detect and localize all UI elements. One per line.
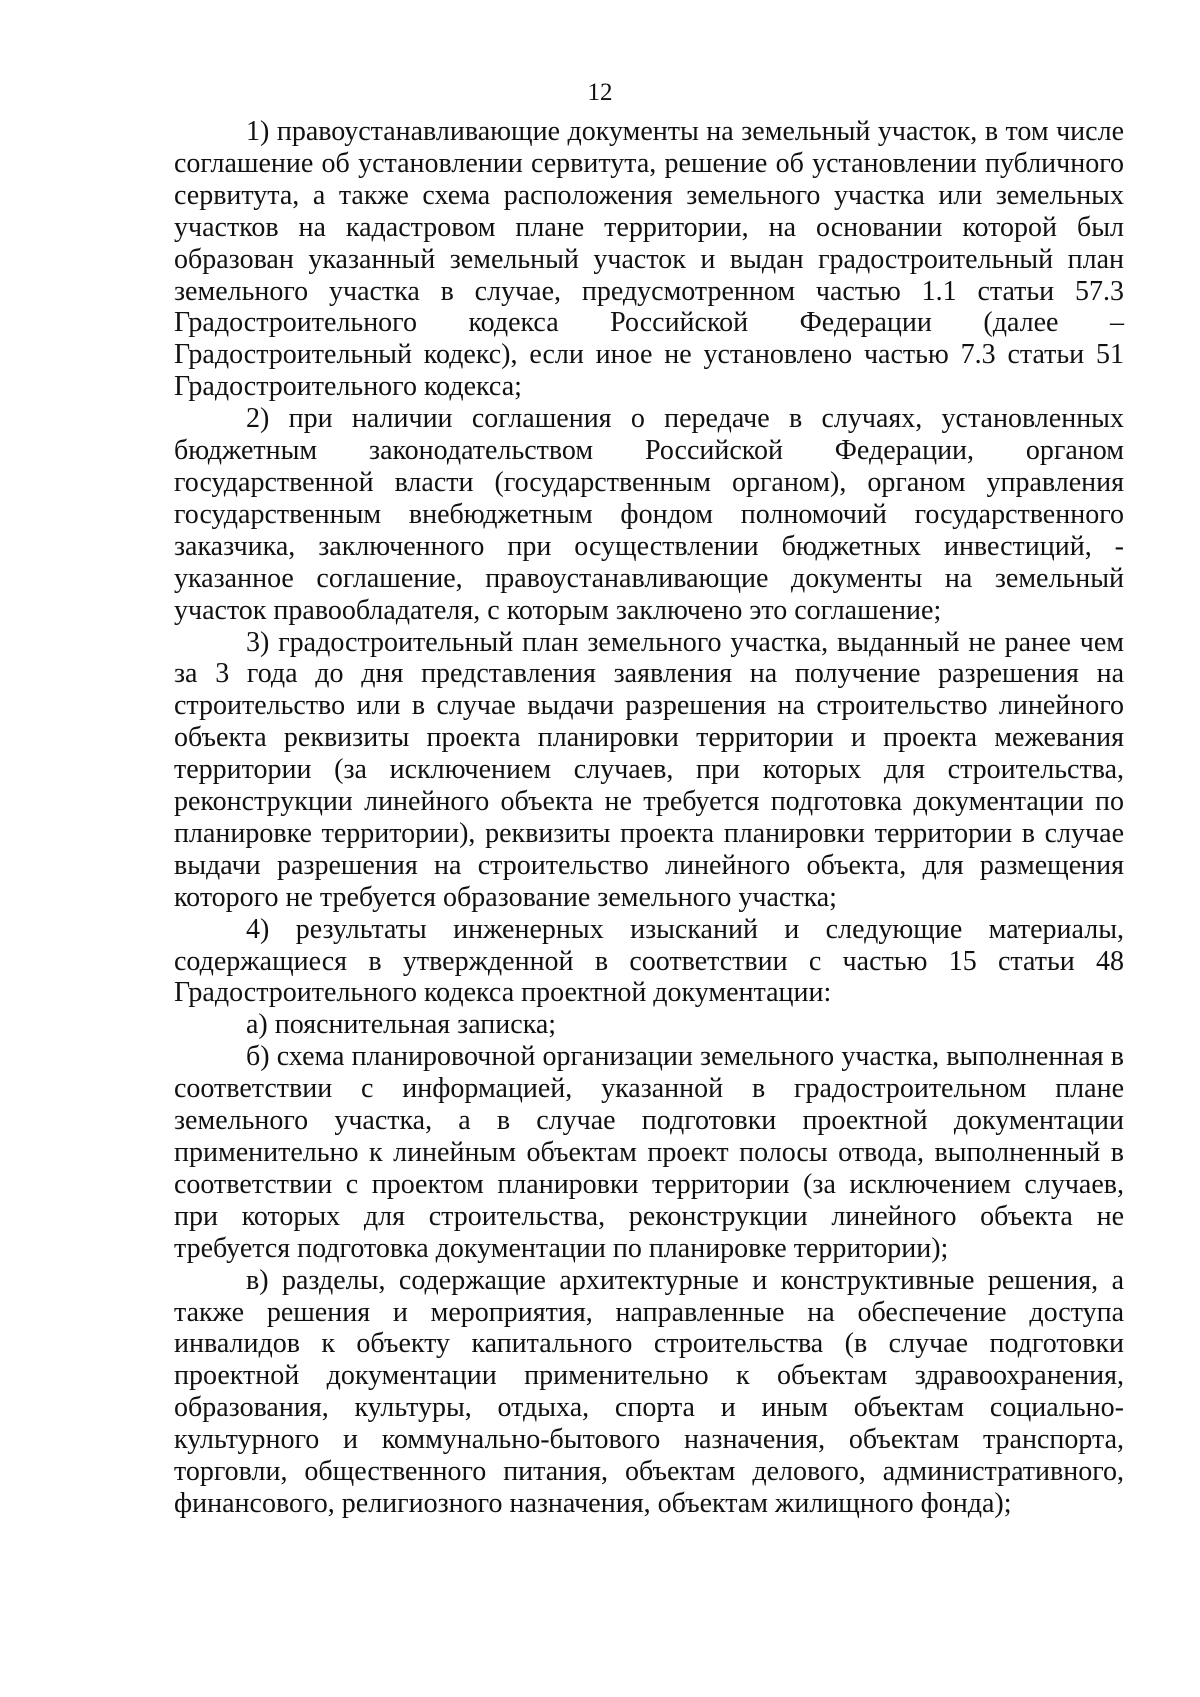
paragraph-item-3: 3) градостроительный план земельного участка, выданный не ранее чем за 3 года до дня представления заявления на получение разрешения на строительство или в случае выдачи разрешения на строительство линейного объекта реквизиты проекта планировки территории и проекта межевания территории (за исключением случаев, при которых для строительства, реконструкции линейного объекта не требуется подготовка документации по планировке территории), реквизиты проекта планировки территории в случае выдачи разрешения на строительство линейного объекта, для размещения которого не требуется образование земельного участка; [174,626,1124,913]
page-number: 12 [587,79,613,106]
document-body [174,116,1124,1520]
paragraph-item-4b: б) схема планировочной организации земельного участка, выполненная в соответствии с информацией, указанной в градостроительном плане земельного участка, а в случае подготовки проектной документации применительно к линейным объектам проект полосы отвода, выполненный в соответствии с проектом планировки территории (за исключением случаев, при которых для строительства, реконструкции линейного объекта не требуется подготовка документации по планировке территории); [174,1041,1124,1264]
paragraph-item-4: 4) результаты инженерных изысканий и следующие материалы, содержащиеся в утвержденной в соответствии с частью 15 статьи 48 Градостроительного кодекса проектной документации: [174,913,1124,1009]
paragraph-item-4c: в) разделы, содержащие архитектурные и конструктивные решения, а также решения и мероприятия, направленные на обеспечение доступа инвалидов к объекту капитального строительства (в случае подготовки проектной документации применительно к объектам здравоохранения, образования, культуры, отдыха, спорта и иным объектам социально-культурного и коммунально-бытового назначения, объектам транспорта, торговли, общественного питания, объектам делового, административного, финансового, религиозного назначения, объектам жилищного фонда); [174,1264,1124,1519]
paragraph-item-1: 1) правоустанавливающие документы на земельный участок, в том числе соглашение об установлении сервитута, решение об установлении публичного сервитута, а также схема расположения земельного участка или земельных участков на кадастровом плане территории, на основании которой был образован указанный земельный участок и выдан градостроительный план земельного участка в случае, предусмотренном частью 1.1 статьи 57.3 Градостроительного кодекса Российской Федерации (далее – Градостроительный кодекс), если иное не установлено частью 7.3 статьи 51 Градостроительного кодекса; [174,116,1124,403]
paragraph-item-4a: а) пояснительная записка; [246,1009,557,1041]
paragraph-item-2: 2) при наличии соглашения о передаче в случаях, установленных бюджетным законодательством Российской Федерации, органом государственной власти (государственным органом), органом управления государственным внебюджетным фондом полномочий государственного заказчика, заключенного при осуществлении бюджетных инвестиций, - указанное соглашение, правоустанавливающие документы на земельный участок правообладателя, с которым заключено это соглашение; [174,403,1124,626]
